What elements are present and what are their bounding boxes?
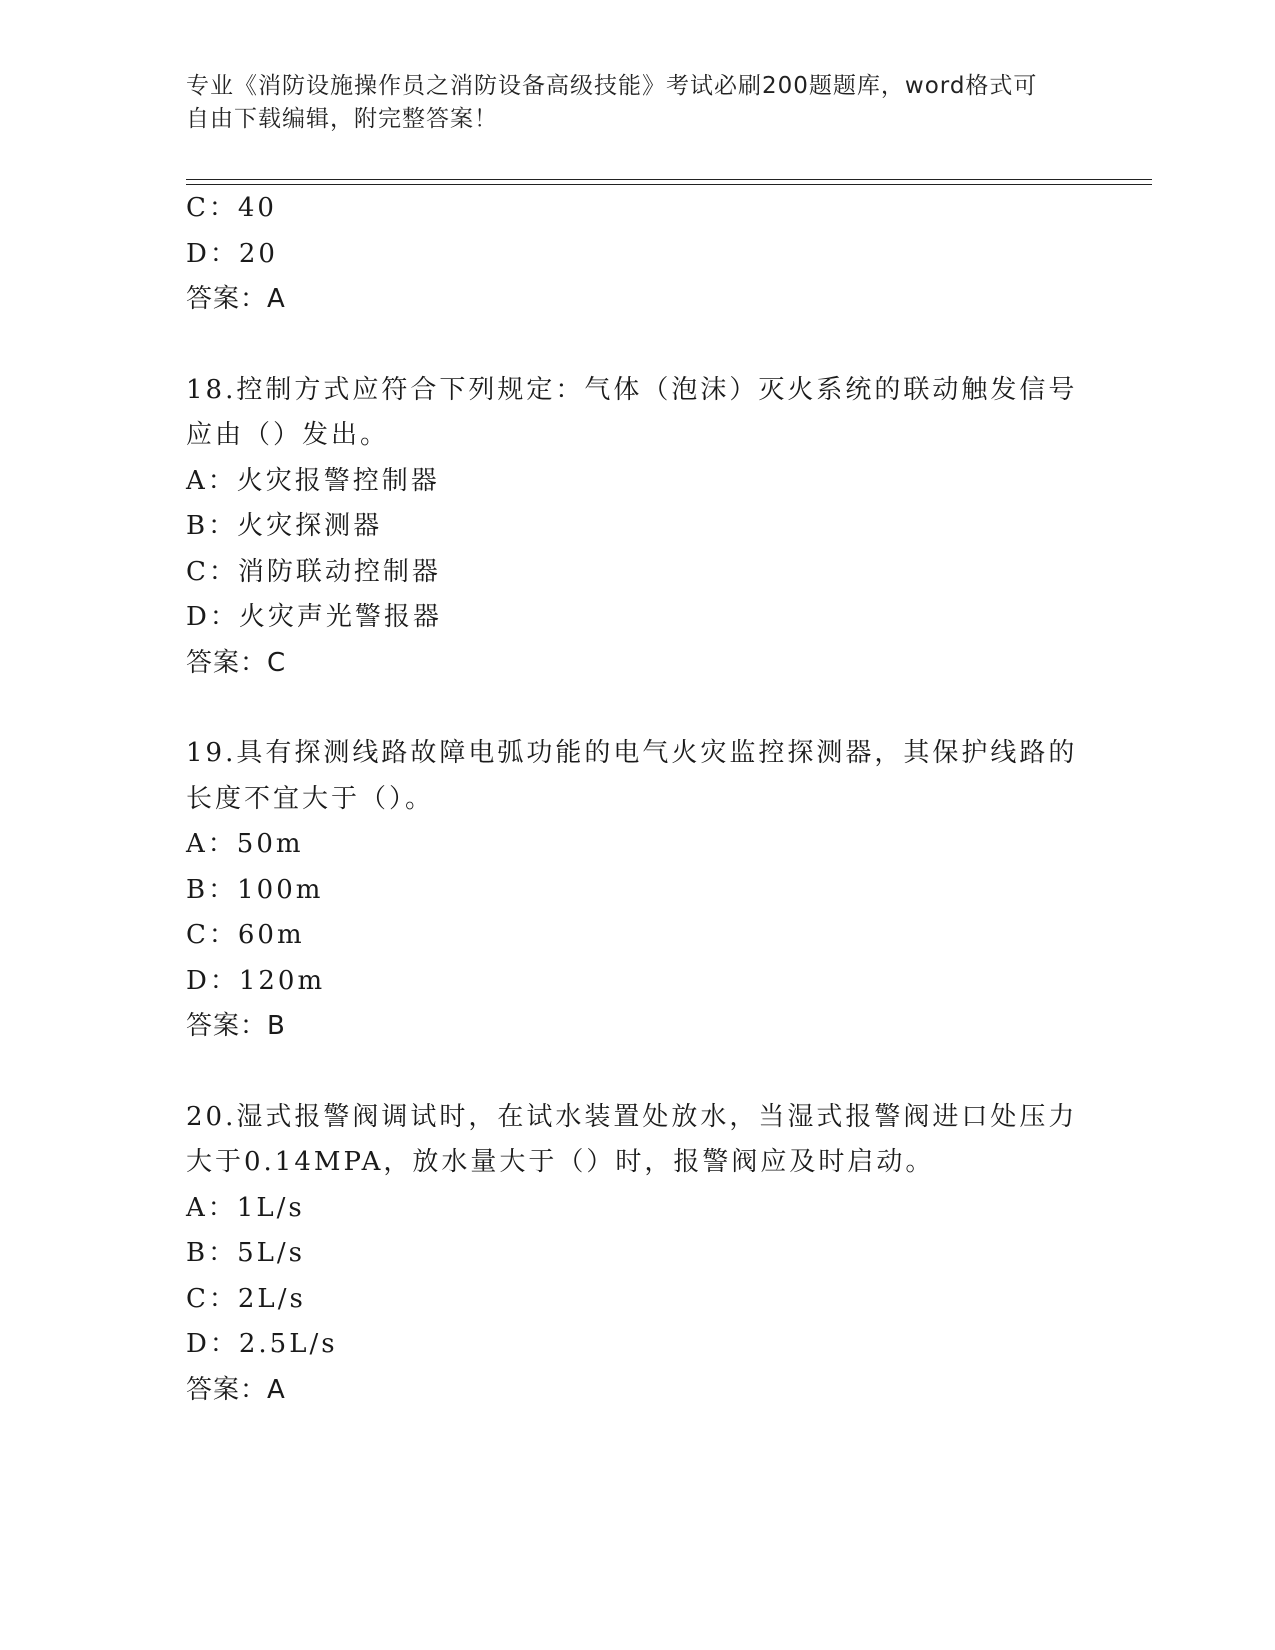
option-a: A：火灾报警控制器	[186, 465, 440, 496]
option-a: A：1L/s	[186, 1192, 305, 1223]
option-d: D：20	[186, 238, 278, 269]
question-block-20	[186, 1095, 1086, 1414]
answer-line: 答案：C	[186, 647, 287, 678]
header-divider-top	[186, 179, 1152, 180]
option-d: D：120m	[186, 965, 326, 996]
question-stem-cont: 大于0.14MPA，放水量大于（）时，报警阀应及时启动。	[186, 1147, 935, 1177]
option-b: B：火灾探测器	[186, 511, 383, 541]
question-list	[186, 186, 1086, 1413]
question-stem: 19.具有探测线路故障电弧功能的电气火灾监控探测器，其保护线路的	[186, 738, 1078, 768]
header-line-1: 专业《消防设施操作员之消防设备高级技能》考试必刷200题题库，word格式可	[186, 73, 1038, 99]
spacer	[186, 323, 1086, 368]
spacer	[186, 686, 1086, 731]
page-header	[186, 70, 1066, 136]
option-c: C：60m	[186, 920, 305, 950]
answer-line: 答案：A	[186, 1374, 286, 1405]
option-a: A：50m	[186, 829, 304, 859]
answer-line: 答案：A	[186, 284, 286, 314]
spacer	[186, 1050, 1086, 1095]
question-stem-cont: 应由（）发出。	[186, 420, 390, 450]
header-line-2: 自由下载编辑，附完整答案！	[186, 106, 498, 132]
option-d: D：2.5L/s	[186, 1329, 338, 1359]
question-block-19	[186, 731, 1086, 1050]
option-b: B：5L/s	[186, 1238, 306, 1268]
header-divider-bottom	[186, 184, 1152, 185]
question-stem-cont: 长度不宜大于（）。	[186, 783, 435, 814]
option-c: C：40	[186, 193, 277, 223]
option-c: C：2L/s	[186, 1283, 306, 1314]
question-block-prev	[186, 186, 1086, 323]
option-b: B：100m	[186, 874, 324, 905]
question-stem: 20.湿式报警阀调试时，在试水装置处放水，当湿式报警阀进口处压力	[186, 1101, 1078, 1132]
question-stem: 18.控制方式应符合下列规定：气体（泡沫）灭火系统的联动触发信号	[186, 374, 1078, 405]
answer-line: 答案：B	[186, 1011, 286, 1041]
question-block-18	[186, 368, 1086, 687]
option-d: D：火灾声光警报器	[186, 602, 442, 632]
option-c: C：消防联动控制器	[186, 556, 441, 587]
